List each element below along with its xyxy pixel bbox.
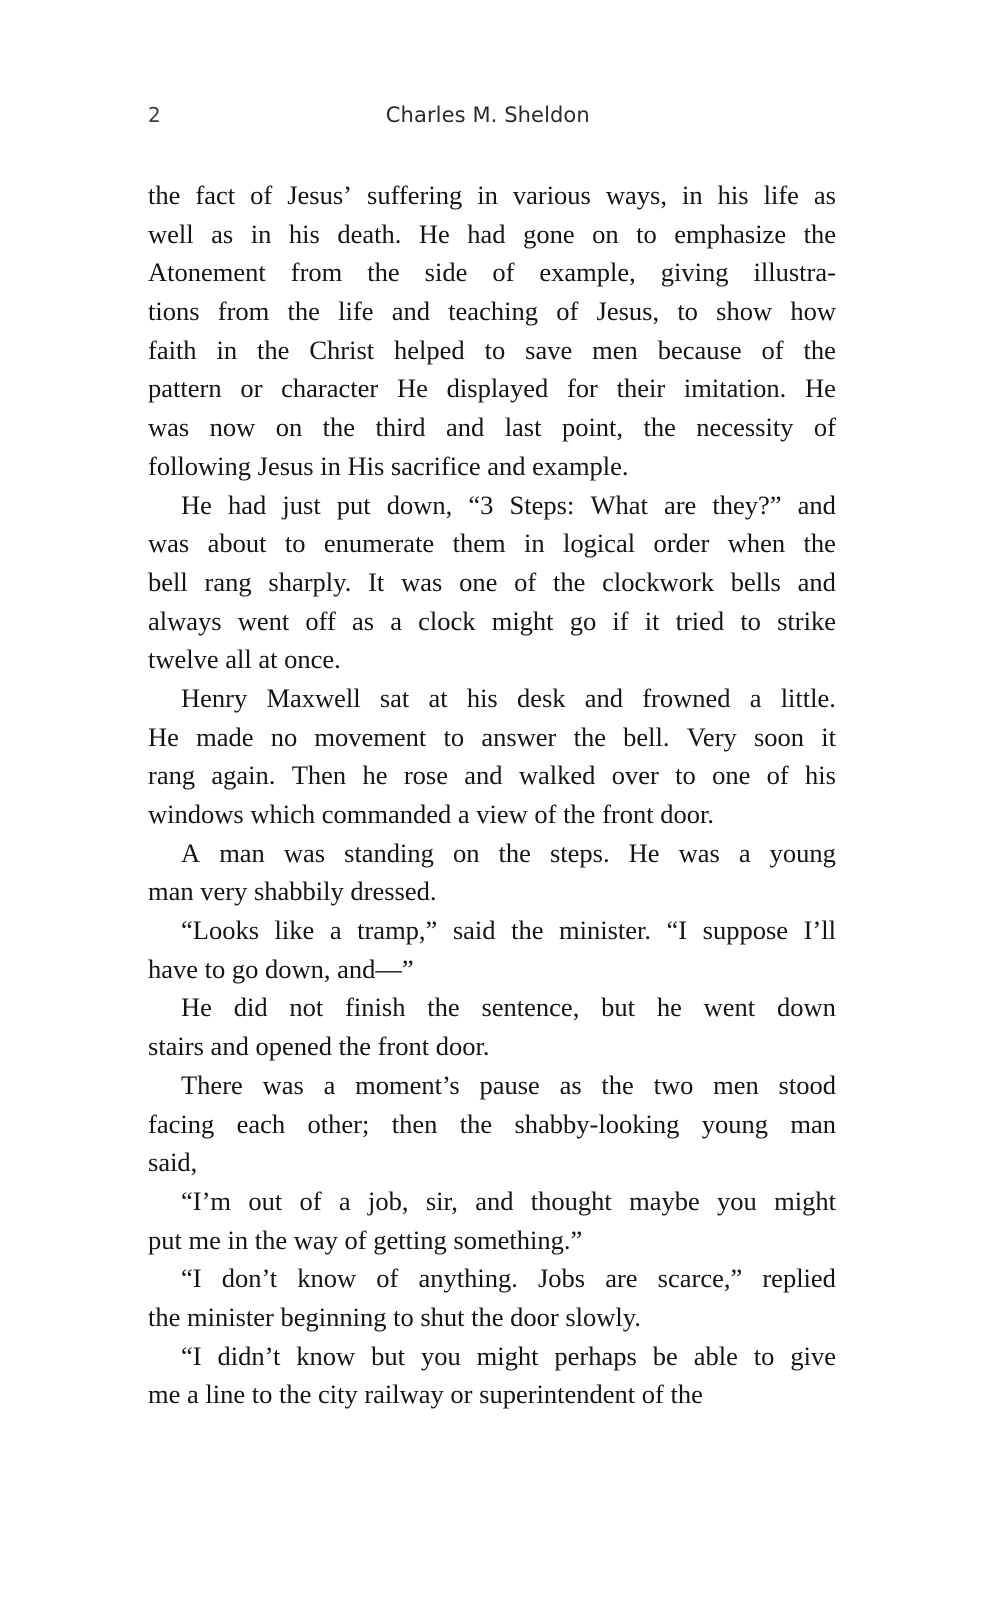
paragraph [148, 1337, 836, 1414]
text-line: always went off as a clock might go if it tried to strike [148, 605, 836, 636]
text-line: stairs and opened the front door. [148, 1031, 490, 1062]
text-line: well as in his death. He had gone on to emphasize the [148, 218, 836, 249]
text-line: the minister beginning to shut the door slowly. [148, 1301, 641, 1332]
text-line: following Jesus in His sacrifice and example. [148, 450, 629, 481]
text-line: “I don’t know of anything. Jobs are scarce,” replied [181, 1263, 836, 1294]
paragraph [148, 176, 836, 486]
text-line: “Looks like a tramp,” said the minister. “I suppose I’ll [181, 915, 836, 946]
paragraph [148, 988, 836, 1065]
text-line: the fact of Jesus’ suffering in various ways, in his life as [148, 180, 836, 210]
text-line: “I didn’t know but you might perhaps be able to give [181, 1340, 836, 1371]
text-line: was now on the third and last point, the necessity of [148, 412, 836, 443]
running-header [148, 100, 836, 130]
paragraph [148, 1182, 836, 1259]
text-line: rang again. Then he rose and walked over to one of his [148, 760, 836, 791]
paragraph [148, 911, 836, 988]
text-line: facing each other; then the shabby-looking young man [148, 1108, 836, 1139]
text-line: man very shabbily dressed. [148, 876, 437, 907]
paragraph [148, 1066, 836, 1182]
text-line: Henry Maxwell sat at his desk and frowned a little. [181, 682, 836, 713]
running-title: Charles M. Sheldon [385, 103, 590, 127]
paragraph [148, 1259, 836, 1336]
text-line: He did not finish the sentence, but he went down [181, 992, 836, 1023]
body-text-column [148, 176, 836, 1414]
text-line: bell rang sharply. It was one of the clockwork bells and [148, 566, 836, 597]
page-number: 2 [148, 103, 161, 127]
text-line: He had just put down, “3 Steps: What are they?” and [181, 489, 836, 520]
text-line: put me in the way of getting something.” [148, 1224, 583, 1255]
text-line: have to go down, and—” [148, 953, 414, 984]
text-line: There was a moment’s pause as the two men stood [181, 1069, 836, 1100]
text-line: He made no movement to answer the bell. Very soon it [148, 721, 836, 752]
text-line: me a line to the city railway or superintendent of the [148, 1379, 703, 1410]
text-line: twelve all at once. [148, 644, 341, 675]
text-line: “I’m out of a job, sir, and thought maybe you might [181, 1185, 836, 1216]
text-line: windows which commanded a view of the front door. [148, 799, 714, 829]
paragraph [148, 486, 836, 679]
text-line: pattern or character He displayed for their imitation. He [148, 373, 836, 404]
paragraph [148, 679, 836, 834]
text-line: faith in the Christ helped to save men because of the [148, 334, 836, 365]
text-line: Atonement from the side of example, giving illustra- [148, 257, 836, 288]
text-line: said, [148, 1147, 198, 1178]
text-line: tions from the life and teaching of Jesus, to show how [148, 296, 836, 327]
text-line: A man was standing on the steps. He was a young [181, 837, 836, 868]
text-line: was about to enumerate them in logical order when the [148, 528, 836, 559]
paragraph [148, 834, 836, 911]
